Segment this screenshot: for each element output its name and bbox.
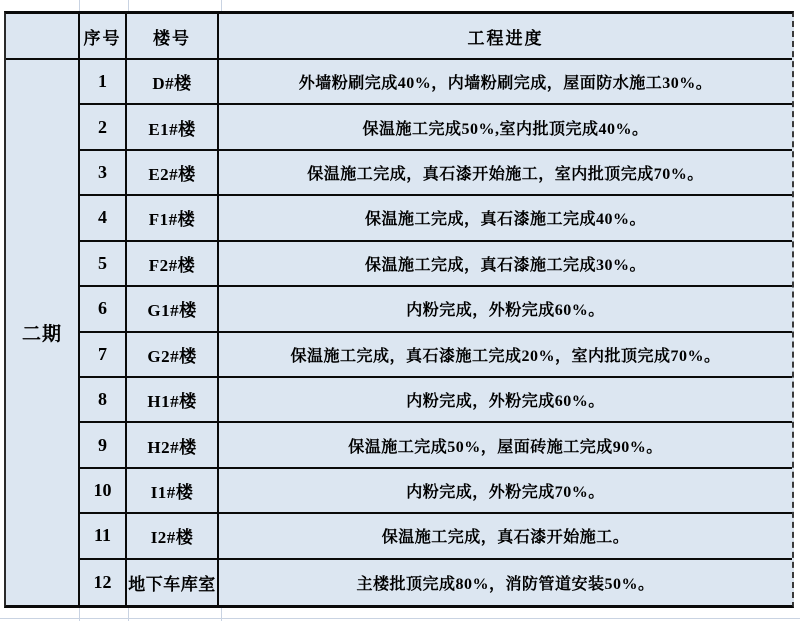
- row-building[interactable]: E1#楼: [127, 105, 219, 150]
- row-index[interactable]: 9: [80, 423, 127, 468]
- row-index[interactable]: 11: [80, 514, 127, 559]
- row-building[interactable]: E2#楼: [127, 151, 219, 196]
- row-index[interactable]: 7: [80, 333, 127, 378]
- margin-gridline: [221, 608, 222, 621]
- row-progress[interactable]: 内粉完成，外粉完成70%。: [219, 469, 792, 514]
- row-building[interactable]: F2#楼: [127, 242, 219, 287]
- margin-gridline: [128, 608, 129, 621]
- header-building[interactable]: 楼号: [127, 14, 219, 60]
- row-progress[interactable]: 保温施工完成，真石漆施工完成40%。: [219, 196, 792, 241]
- row-progress[interactable]: 保温施工完成50%，屋面砖施工完成90%。: [219, 423, 792, 468]
- row-building[interactable]: H1#楼: [127, 378, 219, 423]
- row-progress[interactable]: 保温施工完成，真石漆施工完成30%。: [219, 242, 792, 287]
- row-index[interactable]: 6: [80, 287, 127, 332]
- row-index[interactable]: 12: [80, 560, 127, 605]
- row-index[interactable]: 1: [80, 60, 127, 105]
- row-progress[interactable]: 保温施工完成50%,室内批顶完成40%。: [219, 105, 792, 150]
- row-index[interactable]: 10: [80, 469, 127, 514]
- row-index[interactable]: 5: [80, 242, 127, 287]
- header-phase-cell[interactable]: [6, 14, 80, 60]
- row-progress[interactable]: 内粉完成，外粉完成60%。: [219, 378, 792, 423]
- margin-gridline: [79, 0, 80, 11]
- row-progress[interactable]: 内粉完成，外粉完成60%。: [219, 287, 792, 332]
- margin-gridline: [128, 0, 129, 11]
- row-building[interactable]: F1#楼: [127, 196, 219, 241]
- row-index[interactable]: 2: [80, 105, 127, 150]
- row-progress[interactable]: 保温施工完成，真石漆开始施工。: [219, 514, 792, 559]
- row-progress[interactable]: 保温施工完成，真石漆开始施工，室内批顶完成70%。: [219, 151, 792, 196]
- phase-merged-cell[interactable]: 二期: [6, 60, 80, 605]
- row-progress[interactable]: 主楼批顶完成80%，消防管道安装50%。: [219, 560, 792, 605]
- row-building[interactable]: H2#楼: [127, 423, 219, 468]
- margin-gridline: [0, 618, 800, 619]
- header-progress[interactable]: 工程进度: [219, 14, 792, 60]
- progress-table: [4, 11, 794, 608]
- row-building[interactable]: 地下车库室: [127, 560, 219, 605]
- row-building[interactable]: G1#楼: [127, 287, 219, 332]
- row-progress[interactable]: 保温施工完成，真石漆施工完成20%，室内批顶完成70%。: [219, 333, 792, 378]
- margin-gridline: [79, 608, 80, 621]
- row-index[interactable]: 3: [80, 151, 127, 196]
- row-index[interactable]: 8: [80, 378, 127, 423]
- row-building[interactable]: I2#楼: [127, 514, 219, 559]
- margin-gridline: [221, 0, 222, 11]
- row-building[interactable]: G2#楼: [127, 333, 219, 378]
- row-building[interactable]: I1#楼: [127, 469, 219, 514]
- row-progress[interactable]: 外墙粉刷完成40%，内墙粉刷完成，屋面防水施工30%。: [219, 60, 792, 105]
- header-index[interactable]: 序号: [80, 14, 127, 60]
- row-building[interactable]: D#楼: [127, 60, 219, 105]
- row-index[interactable]: 4: [80, 196, 127, 241]
